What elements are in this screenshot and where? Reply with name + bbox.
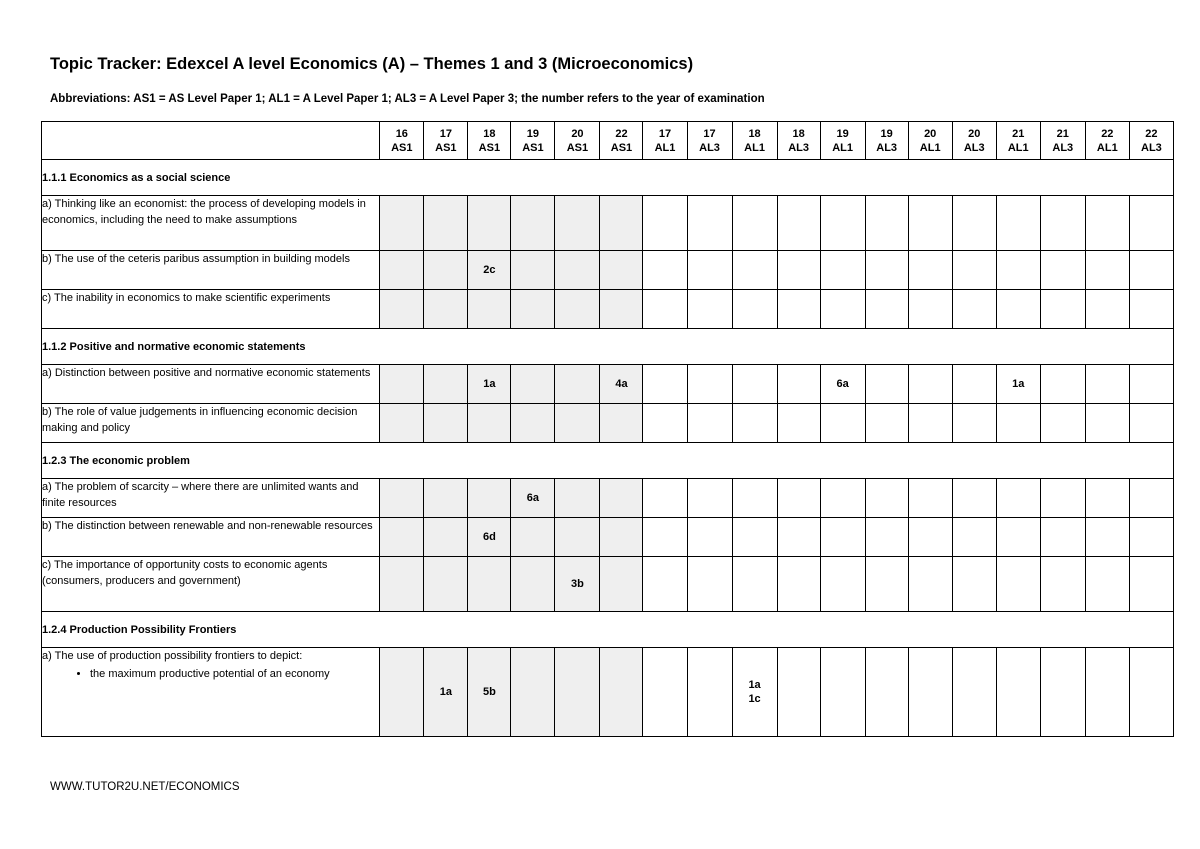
section-row	[42, 160, 1174, 196]
question-cell	[1040, 251, 1085, 290]
column-paper: AL1	[1096, 141, 1118, 154]
topic-row	[42, 365, 1174, 404]
topic-row	[42, 518, 1174, 557]
column-header	[908, 122, 952, 160]
question-cell	[777, 290, 820, 329]
column-paper: AL1	[919, 141, 941, 154]
topic-row	[42, 557, 1174, 612]
column-header	[1085, 122, 1129, 160]
question-cell	[996, 557, 1040, 612]
column-year: 18	[792, 127, 805, 140]
question-ref: 1a	[439, 686, 452, 698]
column-header	[380, 122, 424, 160]
question-cell	[511, 648, 555, 737]
question-cell	[687, 404, 732, 443]
topic-description	[42, 365, 380, 404]
column-year: 20	[968, 127, 981, 140]
question-ref: 6d	[482, 531, 496, 543]
question-cell	[1085, 518, 1129, 557]
column-year: 22	[615, 127, 628, 140]
question-cell	[777, 196, 820, 251]
question-cell	[732, 557, 777, 612]
question-cell	[687, 557, 732, 612]
topic-description	[42, 479, 380, 518]
question-cell	[511, 196, 555, 251]
question-cell	[643, 365, 687, 404]
question-cell	[555, 365, 600, 404]
question-cell	[996, 196, 1040, 251]
column-year: 18	[483, 127, 496, 140]
topic-description	[42, 196, 380, 251]
question-cell	[865, 518, 908, 557]
question-cell	[687, 518, 732, 557]
question-cell	[732, 251, 777, 290]
column-paper: AS1	[478, 141, 501, 154]
column-year: 22	[1101, 127, 1114, 140]
question-cell	[820, 479, 865, 518]
topic-description	[42, 518, 380, 557]
question-cell	[424, 518, 468, 557]
column-year: 18	[748, 127, 761, 140]
question-cell	[511, 365, 555, 404]
question-cell	[1040, 479, 1085, 518]
question-cell	[908, 365, 952, 404]
column-year: 19	[880, 127, 893, 140]
topic-row	[42, 479, 1174, 518]
question-cell	[424, 404, 468, 443]
topic-text: c) The inability in economics to make scientific experiments	[42, 292, 331, 304]
question-cell	[777, 251, 820, 290]
question-cell	[952, 404, 996, 443]
question-cell	[555, 251, 600, 290]
question-cell	[643, 404, 687, 443]
question-cell	[1085, 290, 1129, 329]
question-cell	[1085, 365, 1129, 404]
question-cell	[511, 557, 555, 612]
question-cell	[424, 290, 468, 329]
question-cell	[1040, 365, 1085, 404]
question-cell	[643, 479, 687, 518]
column-paper: AS1	[566, 141, 589, 154]
page-title: Topic Tracker: Edexcel A level Economics (A) – Themes 1 and 3 (Microeconomics)	[50, 55, 694, 73]
question-ref: 2c	[483, 264, 496, 276]
question-cell	[1129, 365, 1173, 404]
question-ref: 6a	[836, 378, 849, 390]
question-cell	[468, 290, 511, 329]
column-year: 16	[395, 127, 408, 140]
question-cell	[820, 404, 865, 443]
section-heading: 1.1.2 Positive and normative economic statements	[42, 329, 1174, 365]
question-cell	[380, 365, 424, 404]
column-header	[555, 122, 600, 160]
question-cell	[687, 196, 732, 251]
column-paper: AL3	[963, 141, 985, 154]
question-cell	[555, 518, 600, 557]
question-cell	[1129, 479, 1173, 518]
question-cell	[468, 648, 511, 737]
question-cell	[908, 518, 952, 557]
question-ref: 5b	[482, 686, 496, 698]
question-cell	[865, 479, 908, 518]
question-cell	[380, 557, 424, 612]
question-cell	[732, 290, 777, 329]
question-cell	[952, 290, 996, 329]
question-cell	[865, 404, 908, 443]
question-cell	[380, 518, 424, 557]
question-cell	[468, 404, 511, 443]
question-cell	[1129, 518, 1173, 557]
question-cell	[643, 290, 687, 329]
question-cell	[424, 648, 468, 737]
column-paper: AL3	[699, 141, 720, 154]
question-cell	[380, 479, 424, 518]
column-year: 22	[1145, 127, 1158, 140]
topic-text: a) Thinking like an economist: the process of developing models in economics, including the need to make assumptions	[42, 198, 366, 226]
question-cell	[732, 404, 777, 443]
question-cell	[468, 518, 511, 557]
question-cell	[643, 196, 687, 251]
column-paper: AL1	[832, 141, 854, 154]
section-row	[42, 329, 1174, 365]
question-cell	[424, 196, 468, 251]
question-cell	[424, 479, 468, 518]
question-ref: 1c	[748, 693, 761, 705]
question-cell	[952, 196, 996, 251]
question-cell	[380, 196, 424, 251]
question-cell	[468, 479, 511, 518]
question-cell	[424, 557, 468, 612]
question-cell	[732, 518, 777, 557]
question-cell	[1040, 648, 1085, 737]
topic-row	[42, 648, 1174, 737]
column-header	[732, 122, 777, 160]
column-paper: AL3	[788, 141, 809, 154]
question-cell	[908, 557, 952, 612]
question-cell	[380, 648, 424, 737]
column-paper: AL1	[1007, 141, 1029, 154]
question-cell	[687, 648, 732, 737]
column-year: 19	[836, 127, 849, 140]
question-cell	[687, 365, 732, 404]
question-cell	[820, 290, 865, 329]
question-cell	[643, 557, 687, 612]
topic-text: a) The problem of scarcity – where there are unlimited wants and finite resources	[42, 481, 359, 509]
question-cell	[1085, 648, 1129, 737]
column-year: 21	[1056, 127, 1069, 140]
question-cell	[1085, 196, 1129, 251]
header-row	[42, 122, 1174, 160]
topic-text: b) The distinction between renewable and non-renewable resources	[42, 520, 373, 532]
question-cell	[600, 365, 643, 404]
column-header	[1040, 122, 1085, 160]
question-cell	[600, 196, 643, 251]
question-cell	[777, 479, 820, 518]
section-heading: 1.1.1 Economics as a social science	[42, 160, 1174, 196]
question-cell	[555, 404, 600, 443]
question-cell	[380, 290, 424, 329]
question-cell	[424, 365, 468, 404]
question-cell	[600, 479, 643, 518]
question-ref: 6a	[526, 492, 540, 504]
topic-bullet-list	[42, 666, 379, 682]
question-cell	[996, 404, 1040, 443]
column-header	[1129, 122, 1173, 160]
topic-row	[42, 196, 1174, 251]
question-cell	[865, 196, 908, 251]
question-cell	[1129, 648, 1173, 737]
question-cell	[1129, 196, 1173, 251]
section-row	[42, 443, 1174, 479]
column-year: 21	[1012, 127, 1025, 140]
question-ref: 1a	[1012, 378, 1025, 390]
column-year: 20	[924, 127, 937, 140]
question-cell	[600, 518, 643, 557]
question-cell	[952, 479, 996, 518]
column-header	[643, 122, 687, 160]
column-header	[865, 122, 908, 160]
question-cell	[600, 251, 643, 290]
topic-row	[42, 290, 1174, 329]
question-cell	[820, 251, 865, 290]
column-header	[468, 122, 511, 160]
question-cell	[952, 365, 996, 404]
question-cell	[820, 557, 865, 612]
question-cell	[555, 196, 600, 251]
column-year: 19	[526, 127, 540, 140]
header-topic-cell	[42, 122, 380, 160]
question-cell	[555, 648, 600, 737]
topic-bullet: • the maximum productive potential of an economy	[90, 666, 379, 682]
column-year: 17	[703, 127, 716, 140]
question-cell	[1129, 251, 1173, 290]
question-cell	[996, 290, 1040, 329]
question-cell	[600, 290, 643, 329]
topic-description	[42, 404, 380, 443]
column-paper: AS1	[391, 141, 413, 154]
column-header	[600, 122, 643, 160]
question-cell	[380, 251, 424, 290]
question-cell	[865, 365, 908, 404]
question-cell	[511, 518, 555, 557]
column-header	[777, 122, 820, 160]
question-cell	[952, 648, 996, 737]
question-cell	[777, 404, 820, 443]
column-header	[687, 122, 732, 160]
column-paper: AS1	[522, 141, 544, 154]
abbreviations-note: Abbreviations: AS1 = AS Level Paper 1; AL1 = A Level Paper 1; AL3 = A Level Paper 3; the number refers to the year of examination	[50, 93, 765, 105]
question-ref: 4a	[615, 378, 628, 390]
topic-description	[42, 648, 380, 737]
question-cell	[511, 251, 555, 290]
topic-tracker-table	[41, 121, 1174, 737]
question-cell	[777, 557, 820, 612]
question-cell	[511, 479, 555, 518]
question-cell	[820, 648, 865, 737]
question-cell	[996, 648, 1040, 737]
question-cell	[600, 648, 643, 737]
question-cell	[468, 365, 511, 404]
question-cell	[952, 557, 996, 612]
topic-row	[42, 251, 1174, 290]
question-cell	[865, 557, 908, 612]
question-cell	[908, 251, 952, 290]
question-cell	[777, 518, 820, 557]
question-cell	[865, 251, 908, 290]
footer-url: WWW.TUTOR2U.NET/ECONOMICS	[50, 781, 240, 793]
question-cell	[1085, 479, 1129, 518]
question-cell	[1085, 404, 1129, 443]
question-cell	[424, 251, 468, 290]
question-ref: 1a	[483, 378, 496, 390]
question-cell	[1040, 557, 1085, 612]
column-header	[996, 122, 1040, 160]
question-cell	[468, 196, 511, 251]
section-heading: 1.2.3 The economic problem	[42, 443, 1174, 479]
question-cell	[777, 648, 820, 737]
question-cell	[555, 290, 600, 329]
question-cell	[687, 479, 732, 518]
question-cell	[511, 404, 555, 443]
question-ref: 1a	[748, 679, 761, 691]
question-cell	[820, 196, 865, 251]
section-row	[42, 612, 1174, 648]
question-cell	[1085, 557, 1129, 612]
question-cell	[908, 479, 952, 518]
question-cell	[1129, 557, 1173, 612]
question-ref: 3b	[571, 578, 584, 590]
topic-row	[42, 404, 1174, 443]
question-cell	[1085, 251, 1129, 290]
question-cell	[643, 648, 687, 737]
question-cell	[908, 196, 952, 251]
column-paper: AS1	[610, 141, 633, 154]
question-cell	[908, 648, 952, 737]
question-cell	[732, 196, 777, 251]
question-cell	[996, 251, 1040, 290]
question-cell	[1040, 290, 1085, 329]
question-cell	[687, 251, 732, 290]
column-header	[511, 122, 555, 160]
topic-text: b) The role of value judgements in influencing economic decision making and policy	[42, 406, 358, 434]
column-paper: AL1	[654, 141, 676, 154]
topic-description	[42, 557, 380, 612]
question-cell	[952, 251, 996, 290]
question-cell	[1040, 196, 1085, 251]
question-cell	[952, 518, 996, 557]
question-cell	[908, 290, 952, 329]
question-cell	[1129, 404, 1173, 443]
question-cell	[996, 479, 1040, 518]
topic-description	[42, 251, 380, 290]
question-cell	[996, 365, 1040, 404]
column-year: 17	[439, 127, 452, 140]
question-cell	[600, 557, 643, 612]
question-cell	[555, 479, 600, 518]
column-paper: AL3	[1052, 141, 1074, 154]
question-cell	[732, 365, 777, 404]
column-paper: AL1	[744, 141, 765, 154]
question-cell	[600, 404, 643, 443]
question-cell	[687, 290, 732, 329]
topic-text: a) Distinction between positive and normative economic statements	[42, 367, 371, 379]
topic-text: c) The importance of opportunity costs to economic agents (consumers, producers and government)	[42, 559, 328, 587]
topic-description	[42, 290, 380, 329]
question-cell	[777, 365, 820, 404]
question-cell	[643, 251, 687, 290]
question-cell	[865, 290, 908, 329]
question-cell	[732, 648, 777, 737]
question-cell	[468, 557, 511, 612]
question-cell	[732, 479, 777, 518]
question-cell	[1129, 290, 1173, 329]
column-paper: AS1	[435, 141, 457, 154]
section-heading: 1.2.4 Production Possibility Frontiers	[42, 612, 1174, 648]
question-cell	[555, 557, 600, 612]
question-cell	[468, 251, 511, 290]
column-paper: AL3	[876, 141, 898, 154]
column-year: 20	[571, 127, 584, 140]
topic-text: a) The use of production possibility frontiers to depict:	[42, 650, 303, 662]
question-cell	[1040, 518, 1085, 557]
column-paper: AL3	[1141, 141, 1162, 154]
column-year: 17	[658, 127, 672, 140]
topic-text: b) The use of the ceteris paribus assumption in building models	[42, 253, 350, 265]
question-cell	[865, 648, 908, 737]
question-cell	[380, 404, 424, 443]
question-cell	[820, 365, 865, 404]
question-cell	[996, 518, 1040, 557]
question-cell	[643, 518, 687, 557]
column-header	[424, 122, 468, 160]
question-cell	[908, 404, 952, 443]
column-header	[820, 122, 865, 160]
column-header	[952, 122, 996, 160]
question-cell	[820, 518, 865, 557]
question-cell	[1040, 404, 1085, 443]
question-cell	[511, 290, 555, 329]
